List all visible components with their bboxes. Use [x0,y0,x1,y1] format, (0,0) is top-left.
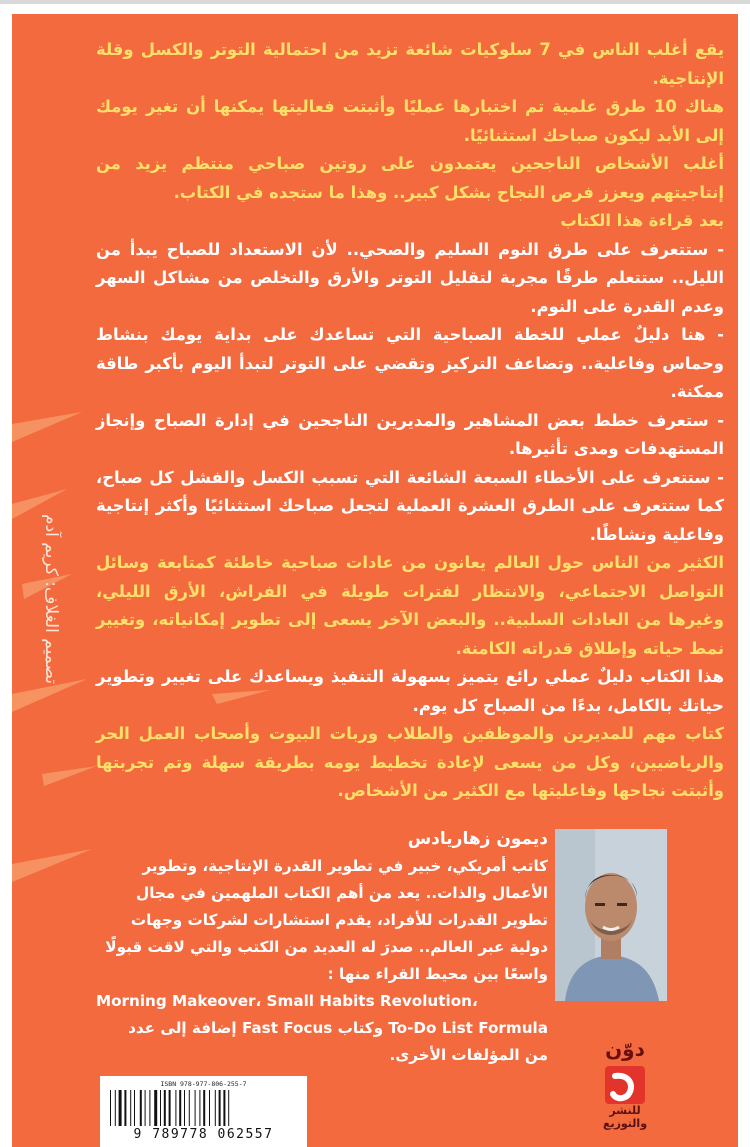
blurb-heading: بعد قراءة هذا الكتاب [560,211,724,230]
barcode-bar [134,1090,135,1126]
isbn-barcode [100,1076,307,1147]
blurb-paragraph: هناك 10 طرق علمية تم اختبارها عمليًا وأثبتت فعاليتها يمكنها أن تغير يومك إلى الأبد ليكون صباحك استثنائيًا. [96,97,724,145]
barcode-bar [219,1090,221,1126]
top-divider [0,0,750,4]
barcode-bar [149,1090,150,1126]
blurb-paragraph: أغلب الأشخاص الناجحين يعتمدون على روتين صباحي منتظم يزيد من إنتاجيتهم ويعزز فرص النجاح بشكل كبير.. وهذا ما ستجده في الكتاب. [96,154,724,202]
book-title: Fast Focus [241,1019,333,1037]
barcode-bar [154,1090,157,1126]
isbn-label: ISBN 978-977-806-255-7 [160,1080,247,1088]
barcode-bar [115,1090,116,1126]
blurb-paragraph: هذا الكتاب دليلٌ عملي رائع يتميز بسهولة التنفيذ ويساعدك على تغيير وتطوير حياتك بالكامل، بدءًا من الصباح كل يوم. [96,667,724,715]
spine-area [36,484,66,724]
blurb-paragraph: - ستتعرف على طرق النوم السليم والصحي.. لأن الاستعداد للصباح يبدأ من الليل.. ستتعلم طرقًا مجربة لتقليل التوتر والأرق والتخلص من مشاكل السهر وعدم القدرة على النوم. [96,239,724,316]
publisher-tagline: للنشر والتوزيع [602,1104,648,1130]
book-connector: إضافة إلى عدد [128,1019,237,1037]
author-bio-text: كاتب أمريكي، خبير في تطوير القدرة الإنتاجية، وتطوير الأعمال والذات.. يعد من أهم الكتاب الملهمين في مجال تطوير القدرات للأفراد، يقدم استشارات لشركات وجهات دولية عبر العالم.. صدرَ له العديد من الكتب والتي لاقت قبولًا واسعًا بين محيط القراء منها : [105,857,548,983]
barcode-bar [130,1090,131,1126]
barcode-bar [164,1090,166,1126]
blurb-text [96,36,724,806]
barcode-bar [195,1090,196,1126]
barcode-bar [119,1090,122,1126]
author-name: ديمون زهاريادس [407,829,548,849]
book-title: To-Do List Formula [388,1019,548,1037]
blurb-paragraph: الكثير من الناس حول العالم يعانون من عادات صباحية خاطئة كمتابعة وسائل التواصل الاجتماعي، والانتظار لفترات طويلة في الفراش، الأرق الليلي، وغيرها من العادات السلبية.. والبعض الآخر يسعى إلى تطوير إمكانياته، وتغيير نمط حياته وإطلاق قدراته الكامنة. [96,553,724,658]
author-portrait-image [555,829,667,1001]
barcode-bar [124,1090,126,1126]
author-bio [96,826,548,1069]
blurb-paragraph: - ستتعرف على الأخطاء السبعة الشائعة التي تسبب الكسل والفشل كل صباح، كما ستتعرف على الطرق العشرة العملية لتجعل صباحك استثنائيًا وأكثر إنتاجية وفاعلية ونشاطًا. [96,467,724,544]
publisher-logo [597,1036,653,1136]
blurb-paragraph: - ستعرف خطط بعض المشاهير والمديرين الناجحين في إدارة الصباح وإنجاز المستهدفات ومدى تأثيرها. [96,410,724,458]
barcode-bar [203,1090,205,1126]
blurb-paragraph: كتاب مهم للمديرين والموظفين والطلاب وربات البيوت وأصحاب العمل الحر والرياضيين، وكل من يسعى لإعادة تخطيط يومه بطريقة سهلة وتم تجربتها وأثبتت نجاحها وفاعليتها مع الكثير من الأشخاص. [96,724,724,800]
author-photo [555,829,667,1001]
svg-text:دوّن: دوّن [605,1037,645,1061]
barcode-bar [209,1090,210,1126]
publisher-logo-icon [597,1036,653,1106]
barcode-bar [110,1090,111,1126]
author-books-line [96,1015,548,1042]
barcode-bar [169,1090,171,1126]
barcode-bar [189,1090,190,1126]
barcode-bar [184,1090,185,1126]
barcode-bar [199,1090,200,1126]
author-books-en: Morning Makeover، Small Habits Revolution، [96,992,478,1010]
blurb-paragraph: يقع أغلب الناس في 7 سلوكيات شائعة تزيد من احتمالية التوتر والكسل وقلة الإنتاجية. [96,40,724,88]
barcode-bar [160,1090,161,1126]
barcode-bar [175,1090,176,1126]
blurb-paragraph: - هنا دليلٌ عملي للخطة الصباحية التي تساعدك على بداية يومك بنشاط وحماس وفاعلية.. وتضاعف التركيز وتقضي على التوتر لتبدأ اليوم بأكبر طاقة ممكنة. [96,325,724,401]
cover-design-credit: تصميم الغلاف: كريم آدم [41,514,61,684]
barcode-bar [140,1090,142,1126]
barcode-bar [215,1090,216,1126]
barcode-bar [223,1090,225,1126]
isbn-digits: 9 789778 062557 [133,1127,274,1142]
barcode-bar [145,1090,146,1126]
author-books-end: من المؤلفات الأخرى. [389,1046,548,1064]
book-back-cover [12,14,738,1147]
barcode-bar [179,1090,181,1126]
barcode-bar [228,1090,229,1126]
barcode-bars [110,1090,297,1126]
book-connector: وكتاب [337,1019,384,1037]
